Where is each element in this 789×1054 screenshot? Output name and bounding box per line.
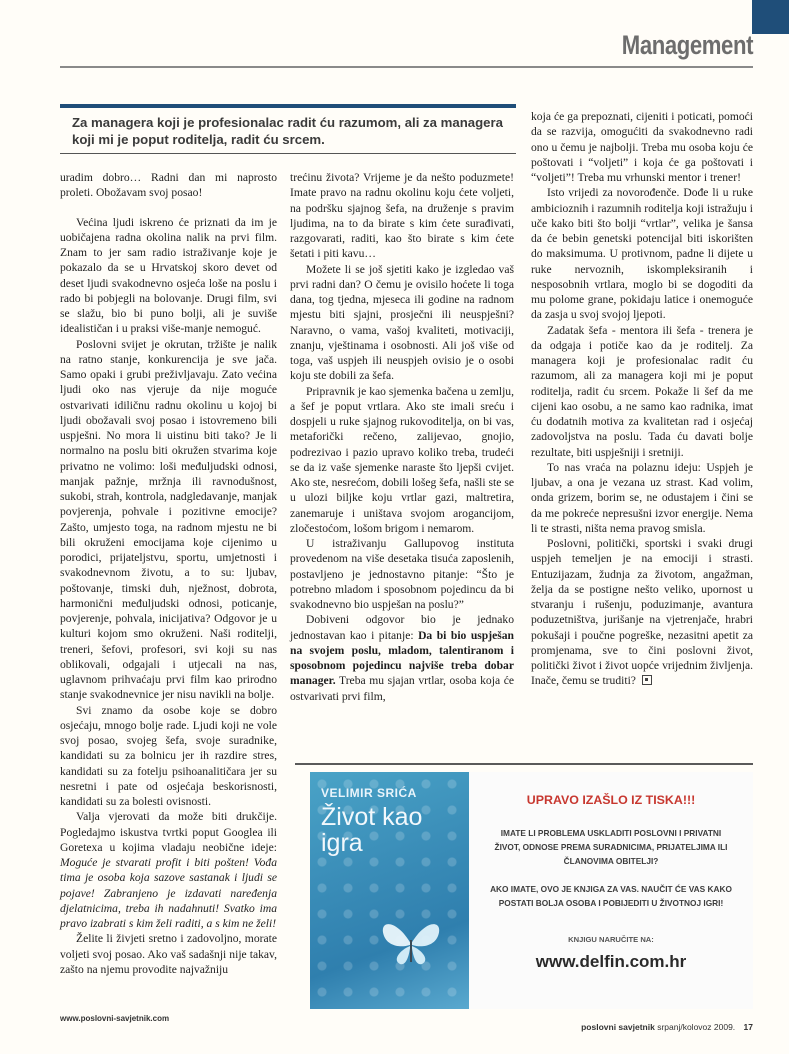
paragraph: Želite li živjeti sretno i zadovoljno, morate voljeti svoj posao. Ako vaš sadašnji nije takav, zašto na njemu provodite najvažniju xyxy=(60,932,277,976)
paragraph: trećinu života? Vrijeme je da nešto poduzmete! Imate pravo na radnu okolinu koju ćete voljeti, na podršku sjajnog šefa, na druženje s pravim ljudima, na to da birate s kim ćete surađivati, razgovarati, raditi, kao što birate s kim ćete šetati i piti kavu… xyxy=(290,171,514,261)
footer-magazine: poslovni savjetnik xyxy=(581,1022,655,1032)
corner-color-tab xyxy=(752,0,789,34)
page-number: 17 xyxy=(743,1022,753,1032)
footer-site: www.poslovni-savjetnik.com xyxy=(60,1014,170,1023)
ad-answer-text: AKO IMATE, OVO JE KNJIGA ZA VAS. NAUČIT ĆE VAS KAKO POSTATI BOLJA OSOBA I POBIJEDITI U ŽIVOTNOJ IGRI! xyxy=(490,884,732,908)
book-advertisement xyxy=(310,772,753,1009)
ad-question-text: IMATE LI PROBLEMA USKLADITI POSLOVNI I PRIVATNI ŽIVOT, ODNOSE PREMA SURADNICIMA, PRIJATELJIMA ILI ČLANOVIMA OBITELJI? xyxy=(494,828,728,866)
ad-order-label: KNJIGU NARUČITE NA: xyxy=(568,935,654,944)
footer-folio xyxy=(581,1022,753,1032)
article-column-2 xyxy=(290,170,514,704)
paragraph: Većina ljudi iskreno će priznati da im je uobičajena radna okolina nalik na prvi film. Znam to jer sam radio istraživanje koje je pokazalo da se u Hrvatskoj skoro devet od deset ljudi svakodnevno osjeća loše na poslu i rado bi pobjegli na bolovanje. Drugi film, svi se slažu, bio bi puno bolji, ali je suviše idealističan i u praksi više-manje nemoguć. xyxy=(60,215,277,336)
ad-headline: UPRAVO IZAŠLO IZ TISKA!!! xyxy=(526,793,696,807)
paragraph xyxy=(60,809,277,931)
article-column-3 xyxy=(531,109,753,689)
paragraph: Pripravnik je kao sjemenka bačena u zemlju, a šef je poput vrtlara. Ako ste imali sreću i dospjeli u ruke sjajnog rukovoditelja, on bi vas, metaforički rečeno, zalijevao, gnojio, podrezivao i pazio upravo koliko treba, trudeći se da iz vaše sjemenke naraste što ljepši cvijet. Ako ste, nesrećom, dobili lošeg šefa, našli ste se u ulozi biljke koju vrtlar gazi, maltretira, zanemaruje i uništava svojom arogancijom, zločestoćom, lošom brigom i nemarom. xyxy=(290,384,514,535)
article-column-1 xyxy=(60,170,277,977)
section-title: Management xyxy=(621,30,753,60)
pull-quote: Za managera koji je profesionalac radit ću razumom, ali za managera koji mi je poput roditelja, radit ću srcem. xyxy=(60,104,516,154)
paragraph xyxy=(531,536,753,689)
paragraph: koja će ga prepoznati, cijeniti i poticati, pomoći da se razvija, omogućiti da svakodnevno radi ono u čemu je najbolji. Treba mu osoba koju će poštovati i “voljeti” i koja će ga poštovati i “voljeti”! Treba mu vrhunski mentor i trener! xyxy=(531,110,753,184)
paragraph: uradim dobro… Radni dan mi naprosto proleti. Obožavam svoj posao! xyxy=(60,171,277,200)
paragraph: U istraživanju Gallupovog instituta provedenom na više desetaka tisuća zaposlenih, postavljeno je jednostavno pitanje: “Što je potrebno mladom i sposobnom pojedincu da bi svakodnevno bio uspješan na poslu?” xyxy=(290,537,514,611)
bold-answer: Da bi bio uspješan na svojem poslu, mladom, talentiranom i sposobnom pojedincu najviše treba dobar manager. xyxy=(290,628,515,688)
paragraph-text: Dobiveni odgovor bio je jednako jednostavan kao i pitanje: xyxy=(290,613,514,642)
butterfly-icon xyxy=(376,914,446,970)
book-author: VELIMIR SRIĆA xyxy=(321,786,417,800)
ad-url: www.delfin.com.hr xyxy=(535,952,687,971)
paragraph: To nas vraća na polaznu ideju: Uspjeh je ljubav, a ona je vezana uz strast. Kad volim, onda grizem, borim se, ne odustajem i čini se da me pokreće nepresušni izvor energije. Nema li te strasti, ništa nema pravog smisla. xyxy=(531,460,753,535)
italic-quote: Moguće je stvarati profit i biti pošten! Vođa tima je osoba koja sazove sastanak i ljudi se pojave! Zabranjeno je izdavati naređenja djelatnicima, treba ih nadahnuti! Svatko ima pravo izabrati s kim želi raditi, a s kim ne želi! xyxy=(60,856,277,930)
ad-divider xyxy=(295,763,753,765)
paragraph-text: Valja vjerovati da može biti drukčije. Pogledajmo iskustva tvrtki poput Googlea ili Goretexa u kojima vladaju neobične ideje: xyxy=(60,810,277,854)
paragraph: Zadatak šefa - mentora ili šefa - trenera je da odgaja i potiče kao da je roditelj. Za managera koji je profesionalac radit ću razumom, ali za managera koji mi je poput roditelja, radit ću srcem. Pokaže li šef da me cijeni kao osobu, a ne samo kao radnika, imat ću dodatnih motiva za kvalitetan rad i osjećaj zadovoljstva na poslu. Tada ću davati bolje rezultate, biti uspješniji i sretniji. xyxy=(531,323,753,459)
book-title: Život kao igra xyxy=(321,803,423,857)
end-of-article-icon xyxy=(642,675,652,685)
book-cover xyxy=(310,772,469,1009)
paragraph: Poslovni svijet je okrutan, tržište je nalik na ratno stanje, konkurencija je sve jača. Samo opaki i grubi preživljavaju. Zato većina ljudi oko nas vjeruje da nije moguće ostvarivati idiličnu radnu okolinu u kojoj bi ljudi obožavali svoj posao i istovremeno bili uspješni. No mora li uistinu biti tako? Je li normalno na poslu biti okružen stvarima koje privatno ne volimo: loši međuljudski odnosi, manjak pažnje, mržnja ili ravnodušnost, sukobi, strah, kontrola, nadgledavanje, manjak povjerenja, pohvale i pozitivne emocije? Zašto, umjesto toga, na radnom mjestu ne bi bili okruženi emocijama koje cijenimo u porodici, prijateljstvu, sportu, umjetnosti i svakodnevnom životu, a to su: ljubav, poštovanje, timski duh, nježnost, dobrota, harmonični međuljudski odnosi, poticanje, povjerenje, pohvala, inicijativa? Odgovor je u kulturi kojom smo okruženi. Naši roditelji, treneri, šefovi, profesori, svi koji su nas oblikovali, odgajali i utjecali na nas, uglavnom prihvaćaju prvi film kao prirodno stanje svakodnevnice jer nisu navikli na bolje. xyxy=(60,337,277,702)
paragraph: Svi znamo da osobe koje se dobro osjećaju, mnogo bolje rade. Ljudi koji ne vole svoj posao, svojeg šefa, svoje suradnike, kandidati su za bolnicu jer ih razdire stres, kandidati su za fotelju psihoanalitičara jer su nesretni i pate od osjećaja beskorisnosti, kandidati su za bolesti ovisnosti. xyxy=(60,703,277,808)
footer-issue: srpanj/kolovoz 2009. xyxy=(657,1022,736,1032)
paragraph: Isto vrijedi za novorođenče. Dođe li u ruke ambicioznih i razumnih roditelja koji istražuju i uče kako biti što bolji “vrtlar”, velika je šansa da će bebin genetski potencijal biti iskorišten do maksimuma. U protivnom, padne li dijete u ruke nervoznih, iskompleksiranih i nesposobnih vrtlara, moglo bi se dogoditi da mu polome grane, pokidaju latice i onemoguće da zasja u svoj svojoj ljepoti. xyxy=(531,186,753,322)
paragraph: Možete li se još sjetiti kako je izgledao vaš prvi radni dan? O čemu je ovisilo hoćete li toga dana, tog tjedna, mjeseca ili godine na radnom mjestu biti sjajni, prosječni ili neuspješni? Naravno, o vama, vašoj kvaliteti, motivaciji, znanju, vještinama i osobnosti. Ali još više od toga, vaš uspjeh ili neuspjeh ovisio je o osobi koju ste dobili za šefa. xyxy=(290,262,514,383)
paragraph-text: Treba mu sjajan vrtlar, osoba koja će ostvarivati prvi film, xyxy=(290,674,514,703)
paragraph-text: Poslovni, politički, sportski i svaki drugi uspjeh temeljen je na emociji i strasti. Entuzijazam, žudnja za životom, angažman, želja da se postigne nešto veliko, upornost u stvaranju i rušenju, poduzimanje, avantura poduzetništva, jurišanje na vjetrenjače, hrabri pokušaji i poučne pogreške, nezasitni apetit za promjenama, sve to čini poslovni život, politički život i život uopće vrijednim življenja. Inače, čemu se truditi? xyxy=(531,537,753,688)
ad-info-panel xyxy=(469,772,753,1009)
title-rule xyxy=(60,66,753,68)
paragraph xyxy=(290,612,514,704)
